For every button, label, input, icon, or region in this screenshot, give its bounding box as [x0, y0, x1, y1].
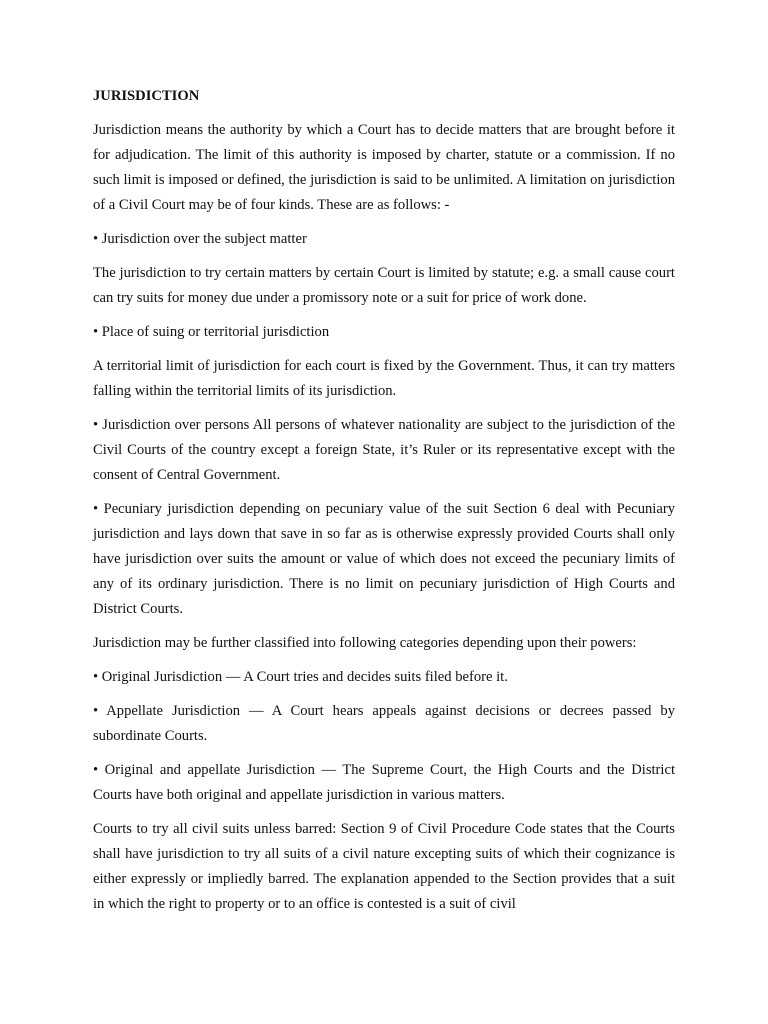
bullet-territorial: • Place of suing or territorial jurisdiction — [93, 324, 330, 340]
bullet-original-appellate: • Original and appellate Jurisdiction — The Supreme Court, the High Courts and the District Courts have both original and appellate jurisdiction in various matters. — [93, 762, 675, 803]
document-title: JURISDICTION — [93, 88, 200, 104]
bullet-original: • Original Jurisdiction — A Court tries and decides suits filed before it. — [93, 669, 508, 685]
paragraph-classification: Jurisdiction may be further classified into following categories depending upon their powers: — [93, 635, 637, 651]
paragraph-definition: Jurisdiction means the authority by which a Court has to decide matters that are brought before it for adjudication. The limit of this authority is imposed by charter, statute or a commission. If no such limit is imposed or defined, the jurisdiction is said to be unlimited. A limitation on jurisdiction of a Civil Court may be of four kinds. These are as follows: - — [93, 122, 675, 213]
bullet-subject-matter: • Jurisdiction over the subject matter — [93, 231, 307, 247]
paragraph-section-9: Courts to try all civil suits unless barred: Section 9 of Civil Procedure Code states that the Courts shall have jurisdiction to try all suits of a civil nature excepting suits of which their cognizance is either expressly or impliedly barred. The explanation appended to the Section provides that a suit in which the right to property or to an office is contested is a suit of civil — [93, 821, 675, 912]
bullet-appellate: • Appellate Jurisdiction — A Court hears appeals against decisions or decrees passed by subordinate Courts. — [93, 703, 675, 744]
paragraph-subject-matter: The jurisdiction to try certain matters by certain Court is limited by statute; e.g. a small cause court can try suits for money due under a promissory note or a suit for price of work done. — [93, 265, 675, 306]
bullet-pecuniary: • Pecuniary jurisdiction depending on pecuniary value of the suit Section 6 deal with Pecuniary jurisdiction and lays down that save in so far as is otherwise expressly provided Courts shall only have jurisdiction over suits the amount or value of which does not exceed the pecuniary limits of any of its ordinary jurisdiction. There is no limit on pecuniary jurisdiction of High Courts and District Courts. — [93, 501, 675, 617]
paragraph-territorial: A territorial limit of jurisdiction for each court is fixed by the Government. Thus, it can try matters falling within the territorial limits of its jurisdiction. — [93, 358, 675, 399]
document-page — [93, 84, 675, 926]
bullet-persons: • Jurisdiction over persons All persons of whatever nationality are subject to the jurisdiction of the Civil Courts of the country except a foreign State, it’s Ruler or its representative except with the consent of Central Government. — [93, 417, 675, 483]
